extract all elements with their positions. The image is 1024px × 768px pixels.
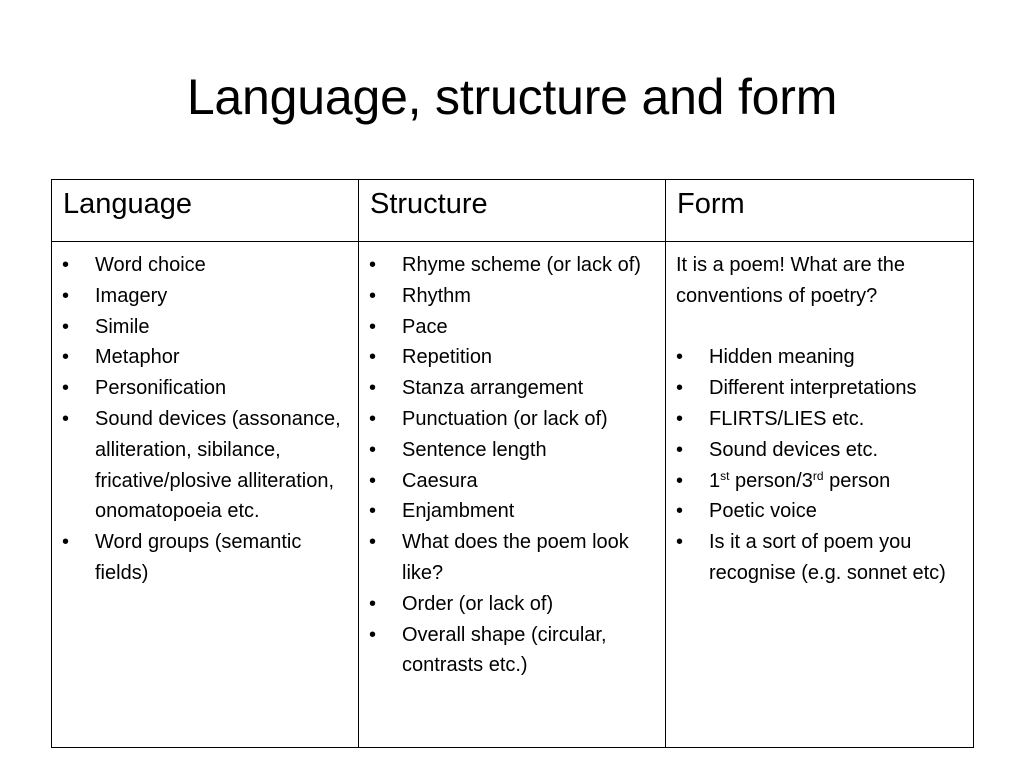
list-item: • Simile (62, 312, 350, 343)
header-structure: Structure (359, 180, 666, 242)
list-item: • Order (or lack of) (369, 589, 657, 620)
person-tail-text: person (823, 469, 891, 492)
list-item: • Imagery (62, 281, 350, 312)
list-item: • Stanza arrangement (369, 373, 657, 404)
list-item: • Sound devices etc. (676, 435, 965, 466)
language-cell (52, 242, 359, 748)
list-item: • Is it a sort of poem you recognise (e.g. sonnet etc) (676, 527, 965, 589)
list-item: • Overall shape (circular, contrasts etc.) (369, 620, 657, 682)
list-item: • Word choice (62, 250, 350, 281)
form-cell (666, 242, 974, 748)
header-language: Language (52, 180, 359, 242)
structure-list (369, 250, 657, 681)
list-item: • Rhythm (369, 281, 657, 312)
list-item: • Metaphor (62, 342, 350, 373)
structure-cell (359, 242, 666, 748)
list-item: • Pace (369, 312, 657, 343)
person-first-suffix: st (720, 468, 730, 483)
person-middle-text: person/3 (729, 469, 813, 492)
list-item: • Rhyme scheme (or lack of) (369, 250, 657, 281)
list-item: • Poetic voice (676, 496, 965, 527)
list-item: • What does the poem look like? (369, 527, 657, 589)
table-body-row (52, 242, 974, 748)
list-item: • Word groups (semantic fields) (62, 527, 350, 589)
list-item: • Caesura (369, 466, 657, 497)
list-item: • Punctuation (or lack of) (369, 404, 657, 435)
content-table (51, 179, 974, 748)
list-item: • Personification (62, 373, 350, 404)
slide-title: Language, structure and form (186, 69, 838, 125)
list-item-person (676, 466, 965, 497)
spacer (676, 312, 965, 343)
person-third-suffix: rd (812, 468, 824, 483)
form-list (676, 342, 965, 588)
list-item: • Enjambment (369, 496, 657, 527)
table-header-row (52, 180, 974, 242)
language-list (62, 250, 350, 589)
form-intro-text: It is a poem! What are the conventions of poetry? (676, 254, 905, 307)
list-item: • Different interpretations (676, 373, 965, 404)
header-form: Form (666, 180, 974, 242)
list-item: • FLIRTS/LIES etc. (676, 404, 965, 435)
list-item: • Sentence length (369, 435, 657, 466)
list-item: • Hidden meaning (676, 342, 965, 373)
person-first-number: 1 (709, 469, 721, 492)
list-item: • Sound devices (assonance, alliteration, sibilance, fricative/plosive alliteration, onomatopoeia etc. (62, 404, 350, 527)
list-item: • Repetition (369, 342, 657, 373)
